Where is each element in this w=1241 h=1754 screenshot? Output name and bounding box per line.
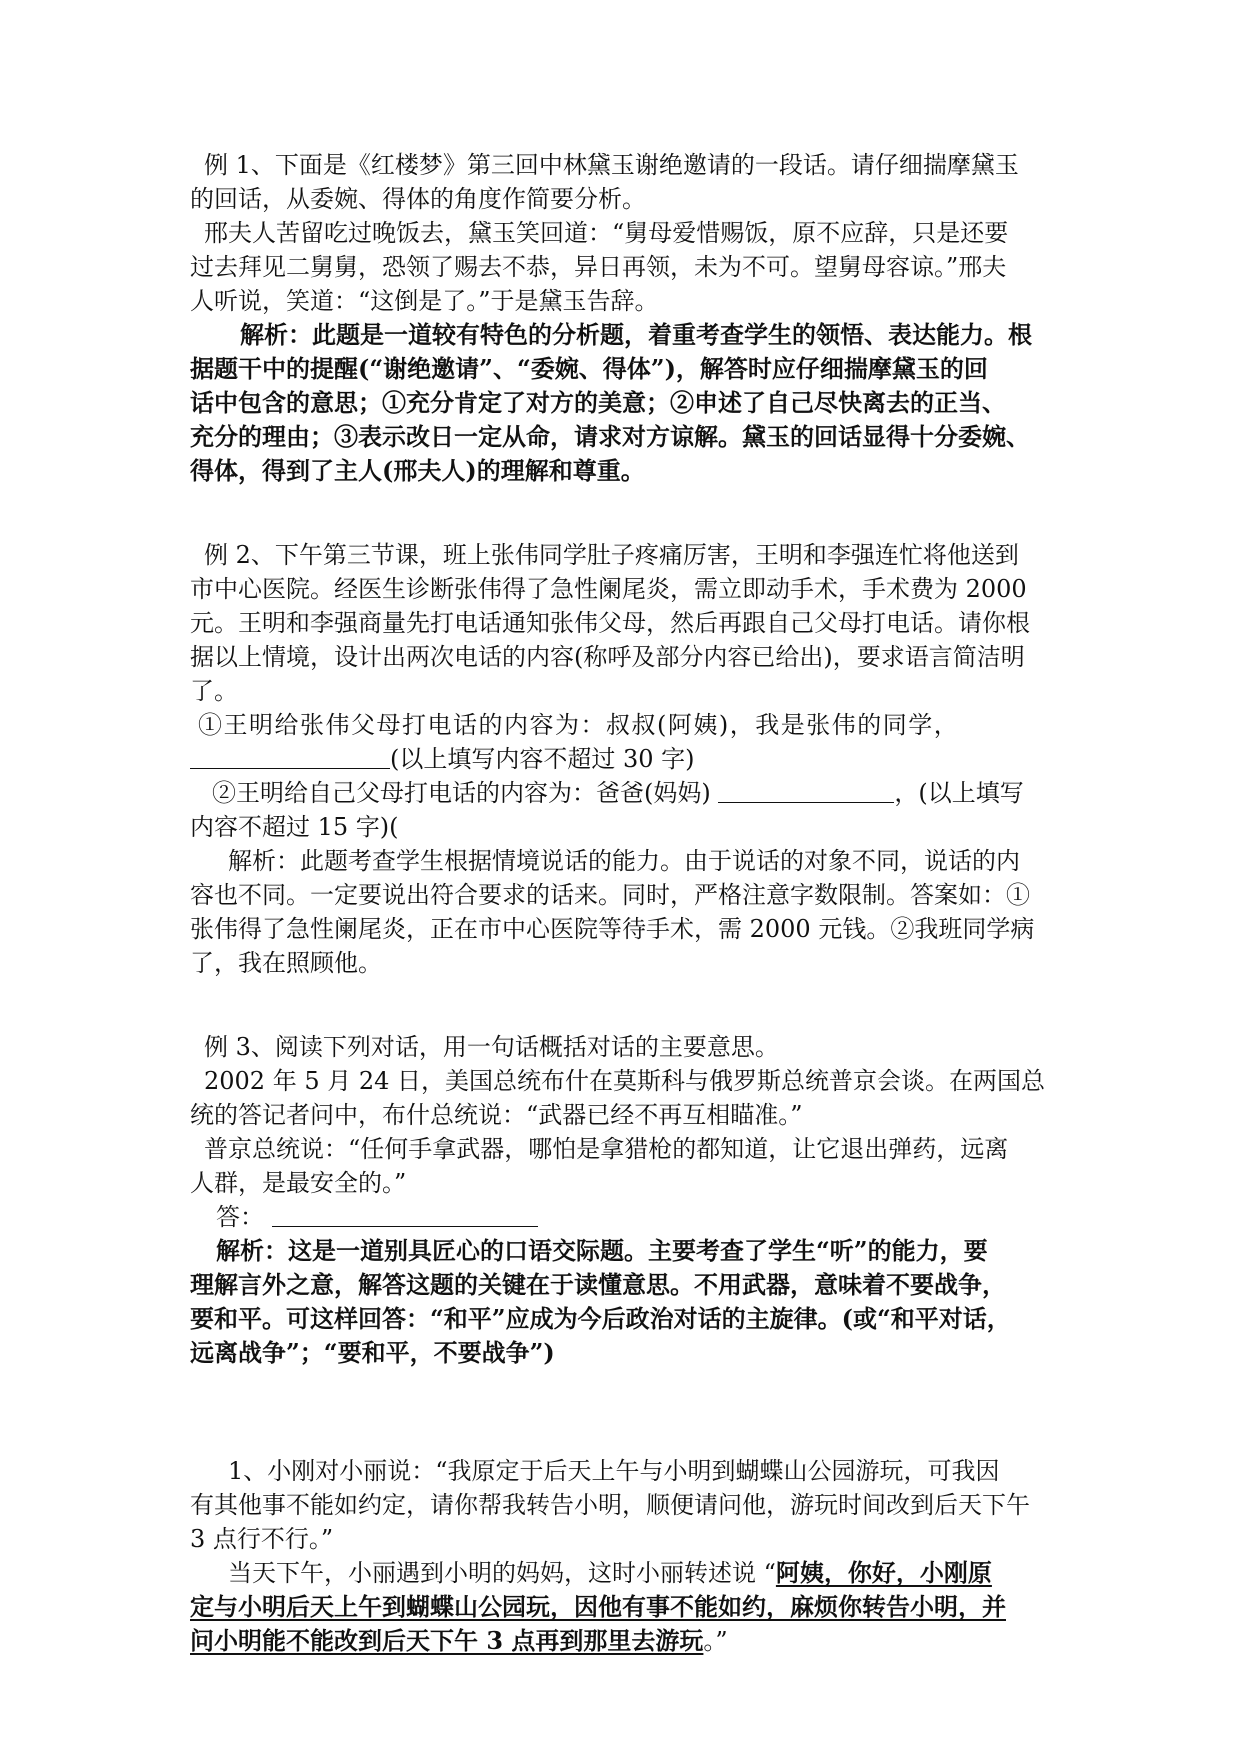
exercise-1-answer-line: [190, 1624, 1070, 1658]
example-2-analysis-line: 张伟得了急性阑尾炎，正在市中心医院等待手术，需 2000 元钱。②我班同学病: [190, 915, 1035, 943]
example-3-passage-line: 2002 年 5 月 24 日，美国总统布什在莫斯科与俄罗斯总统普京会谈。在两国总: [204, 1067, 1046, 1095]
example-1-analysis-line: 充分的理由；③表示改日一定从命，请求对方谅解。黛玉的回话显得十分委婉、: [190, 422, 1030, 451]
example-2-analysis-line: 解析：此题考查学生根据情境说话的能力。由于说话的对象不同，说话的内: [228, 847, 1020, 875]
example-1-analysis-line: 据题干中的提醒(“谢绝邀请”、“委婉、得体”)，解答时应仔细揣摩黛玉的回: [190, 354, 988, 383]
answer-label: 答：: [216, 1203, 264, 1231]
example-3-passage-line: 普京总统说：“任何手拿武器，哪怕是拿猎枪的都知道，让它退出弹药，远离: [204, 1135, 1009, 1163]
document-page: [190, 148, 1070, 1658]
exercise-1: [190, 1454, 1070, 1658]
question-2-limit: ，(以上填写: [894, 779, 1024, 807]
exercise-1-line: 3 点行不行。”: [190, 1525, 334, 1553]
question-1-text: ①王明给张伟父母打电话的内容为：叔叔(阿姨)，我是张伟的同学，: [198, 711, 960, 739]
example-2-prompt-line: 市中心医院。经医生诊断张伟得了急性阑尾炎，需立即动手术，手术费为 2000: [190, 575, 1027, 603]
example-2-question-2: [190, 776, 1070, 810]
example-1-analysis-line: 解析：此题是一道较有特色的分析题，着重考查学生的领悟、表达能力。根: [240, 320, 1032, 349]
example-1-analysis-line: 话中包含的意思；①充分肯定了对方的美意；②申述了自己尽快离去的正当、: [190, 388, 1006, 417]
example-3-passage-line: 人群，是最安全的。”: [190, 1169, 407, 1197]
example-3-analysis-line: 远离战争”；“要和平，不要战争”): [190, 1338, 555, 1367]
exercise-1-answer-text: 问小明能不能改到后天下午 3 点再到那里去游玩: [190, 1626, 704, 1655]
example-1-passage-line: 人听说，笑道：“这倒是了。”于是黛玉告辞。: [190, 287, 659, 315]
exercise-1-answer-intro: 当天下午，小丽遇到小明的妈妈，这时小丽转述说 “: [228, 1559, 776, 1587]
example-2-prompt-line: 了。: [190, 677, 238, 705]
example-2-prompt-line: 据以上情境，设计出两次电话的内容(称呼及部分内容已给出)，要求语言简洁明: [190, 643, 1025, 671]
example-3-passage-line: 统的答记者问中，布什总统说：“武器已经不再互相瞄准。”: [190, 1101, 803, 1129]
exercise-1-line: 1、小刚对小丽说：“我原定于后天上午与小明到蝴蝶山公园游玩，可我因: [228, 1457, 1000, 1485]
example-2-prompt-line: 元。王明和李强商量先打电话通知张伟父母，然后再跟自己父母打电话。请你根: [190, 609, 1030, 637]
example-3-answer-line: [190, 1200, 1070, 1234]
example-2-analysis-line: 容也不同。一定要说出符合要求的话来。同时，严格注意字数限制。答案如：①: [190, 881, 1030, 909]
example-2-question-2-cont: 内容不超过 15 字)(: [190, 813, 399, 841]
answer-blank-2[interactable]: [718, 778, 894, 803]
exercise-1-answer-text: 定与小明后天上午到蝴蝶山公园玩，因他有事不能如约，麻烦你转告小明，并: [190, 1592, 1006, 1621]
question-1-limit: (以上填写内容不超过 30 字): [390, 745, 695, 773]
example-1-prompt-line: 例 1、下面是《红楼梦》第三回中林黛玉谢绝邀请的一段话。请仔细揣摩黛玉: [204, 151, 1019, 179]
example-2-analysis-line: 了，我在照顾他。: [190, 949, 382, 977]
example-2-prompt-line: 例 2、下午第三节课，班上张伟同学肚子疼痛厉害，王明和李强连忙将他送到: [204, 541, 1019, 569]
exercise-1-answer-close: 。”: [703, 1627, 728, 1655]
example-3-analysis-line: 要和平。可这样回答：“和平”应成为今后政治对话的主旋律。(或“和平对话，: [190, 1304, 1011, 1333]
exercise-1-line: 有其他事不能如约定，请你帮我转告小明，顺便请问他，游玩时间改到后天下午: [190, 1491, 1030, 1519]
example-2: [190, 538, 1070, 980]
example-3-analysis-line: 解析：这是一道别具匠心的口语交际题。主要考查了学生“听”的能力，要: [216, 1236, 988, 1265]
example-1-passage-line: 邢夫人苦留吃过晚饭去，黛玉笑回道：“舅母爱惜赐饭，原不应辞，只是还要: [204, 219, 1009, 247]
example-1: [190, 148, 1070, 488]
example-1-passage-line: 过去拜见二舅舅，恐领了赐去不恭，异日再领，未为不可。望舅母容谅。”邢夫: [190, 253, 1007, 281]
answer-blank-3[interactable]: [272, 1202, 538, 1227]
example-2-question-1-cont: [190, 742, 1070, 776]
answer-blank-1[interactable]: [190, 744, 390, 769]
example-3: [190, 1030, 1070, 1370]
example-1-prompt-line: 的回话，从委婉、得体的角度作简要分析。: [190, 185, 646, 213]
example-3-analysis-line: 理解言外之意，解答这题的关键在于读懂意思。不用武器，意味着不要战争，: [190, 1270, 1006, 1299]
example-3-prompt-line: 例 3、阅读下列对话，用一句话概括对话的主要意思。: [204, 1033, 779, 1061]
example-1-analysis-line: 得体，得到了主人(邢夫人)的理解和尊重。: [190, 456, 645, 485]
exercise-1-answer-text: 阿姨，你好，小刚原: [775, 1558, 992, 1587]
question-2-text: ②王明给自己父母打电话的内容为：爸爸(妈妈): [212, 779, 711, 807]
example-2-question-1: [190, 708, 1070, 742]
exercise-1-answer-line: [190, 1556, 1070, 1590]
